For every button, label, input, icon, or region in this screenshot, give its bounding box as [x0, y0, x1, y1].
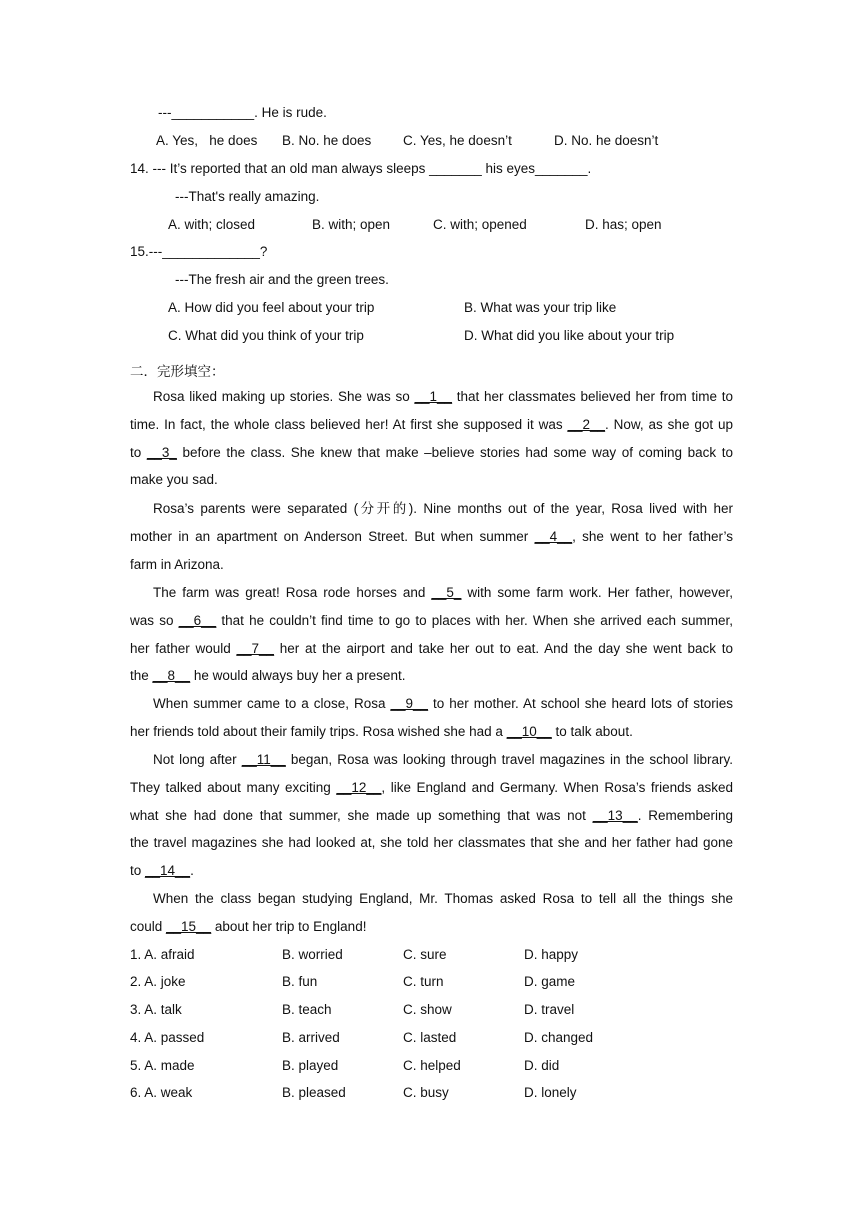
- q15-option-c: C. What did you think of your trip: [168, 328, 364, 343]
- passage-line: was so __6__ that he couldn’t find time to go to places with her. When she arrived each summer,: [130, 613, 733, 628]
- q13-option-a: A. Yes, he does: [156, 133, 258, 148]
- q15-stem: 15.---_____________?: [130, 244, 268, 259]
- passage-line: the __8__ he would always buy her a present.: [130, 668, 406, 683]
- passage-line: the travel magazines she had looked at, she told her classmates that she and her father had gone: [130, 835, 733, 850]
- q13-stem: ---___________. He is rude.: [158, 105, 327, 120]
- answer-3-b: B. teach: [282, 1002, 332, 1017]
- q14-reply: ---That's really amazing.: [175, 189, 320, 204]
- blank-9: __9__: [390, 696, 429, 711]
- answer-2-a: 2. A. joke: [130, 974, 186, 989]
- answer-4-d: D. changed: [524, 1030, 594, 1045]
- q15-option-b: B. What was your trip like: [464, 300, 617, 315]
- blank-2: __2__: [567, 417, 606, 432]
- section-heading: 二．完形填空：: [130, 364, 225, 380]
- passage-line: to __3_ before the class. She knew that make –believe stories had some way of coming back to: [130, 445, 733, 460]
- passage-line: The farm was great! Rosa rode horses and __5_ with some farm work. Her father, however,: [153, 585, 733, 600]
- passage-line: They talked about many exciting __12__, like England and Germany. When Rosa’s friends asked: [130, 780, 733, 795]
- answer-2-d: D. game: [524, 974, 576, 989]
- passage-line: her father would __7__ her at the airport and take her out to eat. And the day she went back to: [130, 641, 733, 656]
- answer-3-a: 3. A. talk: [130, 1002, 182, 1017]
- answer-1-b: B. worried: [282, 947, 343, 962]
- answer-6-a: 6. A. weak: [130, 1085, 193, 1100]
- passage-line: to __14__.: [130, 863, 194, 878]
- answer-1-c: C. sure: [403, 947, 447, 962]
- blank-4: __4__: [534, 529, 573, 544]
- answer-4-b: B. arrived: [282, 1030, 340, 1045]
- passage-line: Not long after __11__ began, Rosa was looking through travel magazines in the school library.: [153, 752, 733, 767]
- passage-line: what she had done that summer, she made up something that was not __13__. Remembering: [130, 808, 733, 823]
- answer-4-a: 4. A. passed: [130, 1030, 205, 1045]
- blank-3: __3_: [146, 445, 177, 460]
- q13-option-d: D. No. he doesn’t: [554, 133, 659, 148]
- q13-option-c: C. Yes, he doesn’t: [403, 133, 512, 148]
- answer-3-d: D. travel: [524, 1002, 575, 1017]
- q13-option-b: B. No. he does: [282, 133, 372, 148]
- answer-1-a: 1. A. afraid: [130, 947, 195, 962]
- passage-line: Rosa liked making up stories. She was so __1__ that her classmates believed her from time to: [153, 389, 734, 404]
- passage-line: Rosa’s parents were separated (分开的). Nine months out of the year, Rosa lived with her: [153, 501, 733, 517]
- blank-15: __15__: [166, 919, 212, 934]
- answer-6-d: D. lonely: [524, 1085, 577, 1100]
- answer-5-c: C. helped: [403, 1058, 461, 1073]
- passage-line: make you sad.: [130, 472, 218, 487]
- q14-option-c: C. with; opened: [433, 217, 527, 232]
- passage-line: farm in Arizona.: [130, 557, 224, 572]
- blank-11: __11__: [241, 752, 286, 767]
- blank-13: __13__: [592, 808, 638, 823]
- blank-6: __6__: [178, 613, 217, 628]
- answer-5-b: B. played: [282, 1058, 339, 1073]
- blank-1: __1__: [414, 389, 453, 404]
- q15-option-d: D. What did you like about your trip: [464, 328, 675, 343]
- answer-5-d: D. did: [524, 1058, 560, 1073]
- blank-5: __5_: [431, 585, 462, 600]
- passage-line: When the class began studying England, Mr. Thomas asked Rosa to tell all the things she: [153, 891, 733, 906]
- passage-line: When summer came to a close, Rosa __9__ to her mother. At school she heard lots of stories: [153, 696, 733, 711]
- blank-7: __7__: [236, 641, 275, 656]
- answer-4-c: C. lasted: [403, 1030, 457, 1045]
- q14-option-a: A. with; closed: [168, 217, 256, 232]
- passage-line: could __15__ about her trip to England!: [130, 919, 367, 934]
- blank-12: __12__: [336, 780, 382, 795]
- answer-2-b: B. fun: [282, 974, 318, 989]
- answer-1-d: D. happy: [524, 947, 579, 962]
- q15-option-a: A. How did you feel about your trip: [168, 300, 375, 315]
- answer-5-a: 5. A. made: [130, 1058, 195, 1073]
- passage-line: her friends told about their family trips. Rosa wished she had a __10__ to talk about.: [130, 724, 633, 739]
- q14-stem: 14. --- It’s reported that an old man always sleeps _______ his eyes_______.: [130, 161, 592, 176]
- q14-option-d: D. has; open: [585, 217, 662, 232]
- answer-6-c: C. busy: [403, 1085, 449, 1100]
- passage-line: time. In fact, the whole class believed her! At first she supposed it was __2__. Now, as she got up: [130, 417, 733, 432]
- answer-3-c: C. show: [403, 1002, 452, 1017]
- answer-6-b: B. pleased: [282, 1085, 346, 1100]
- answer-2-c: C. turn: [403, 974, 444, 989]
- blank-8: __8__: [152, 668, 191, 683]
- passage-line: mother in an apartment on Anderson Street. But when summer __4__, she went to her father’s: [130, 529, 733, 544]
- q14-option-b: B. with; open: [312, 217, 391, 232]
- q15-reply: ---The fresh air and the green trees.: [175, 272, 389, 287]
- blank-14: __14__: [145, 863, 191, 878]
- blank-10: __10__: [506, 724, 552, 739]
